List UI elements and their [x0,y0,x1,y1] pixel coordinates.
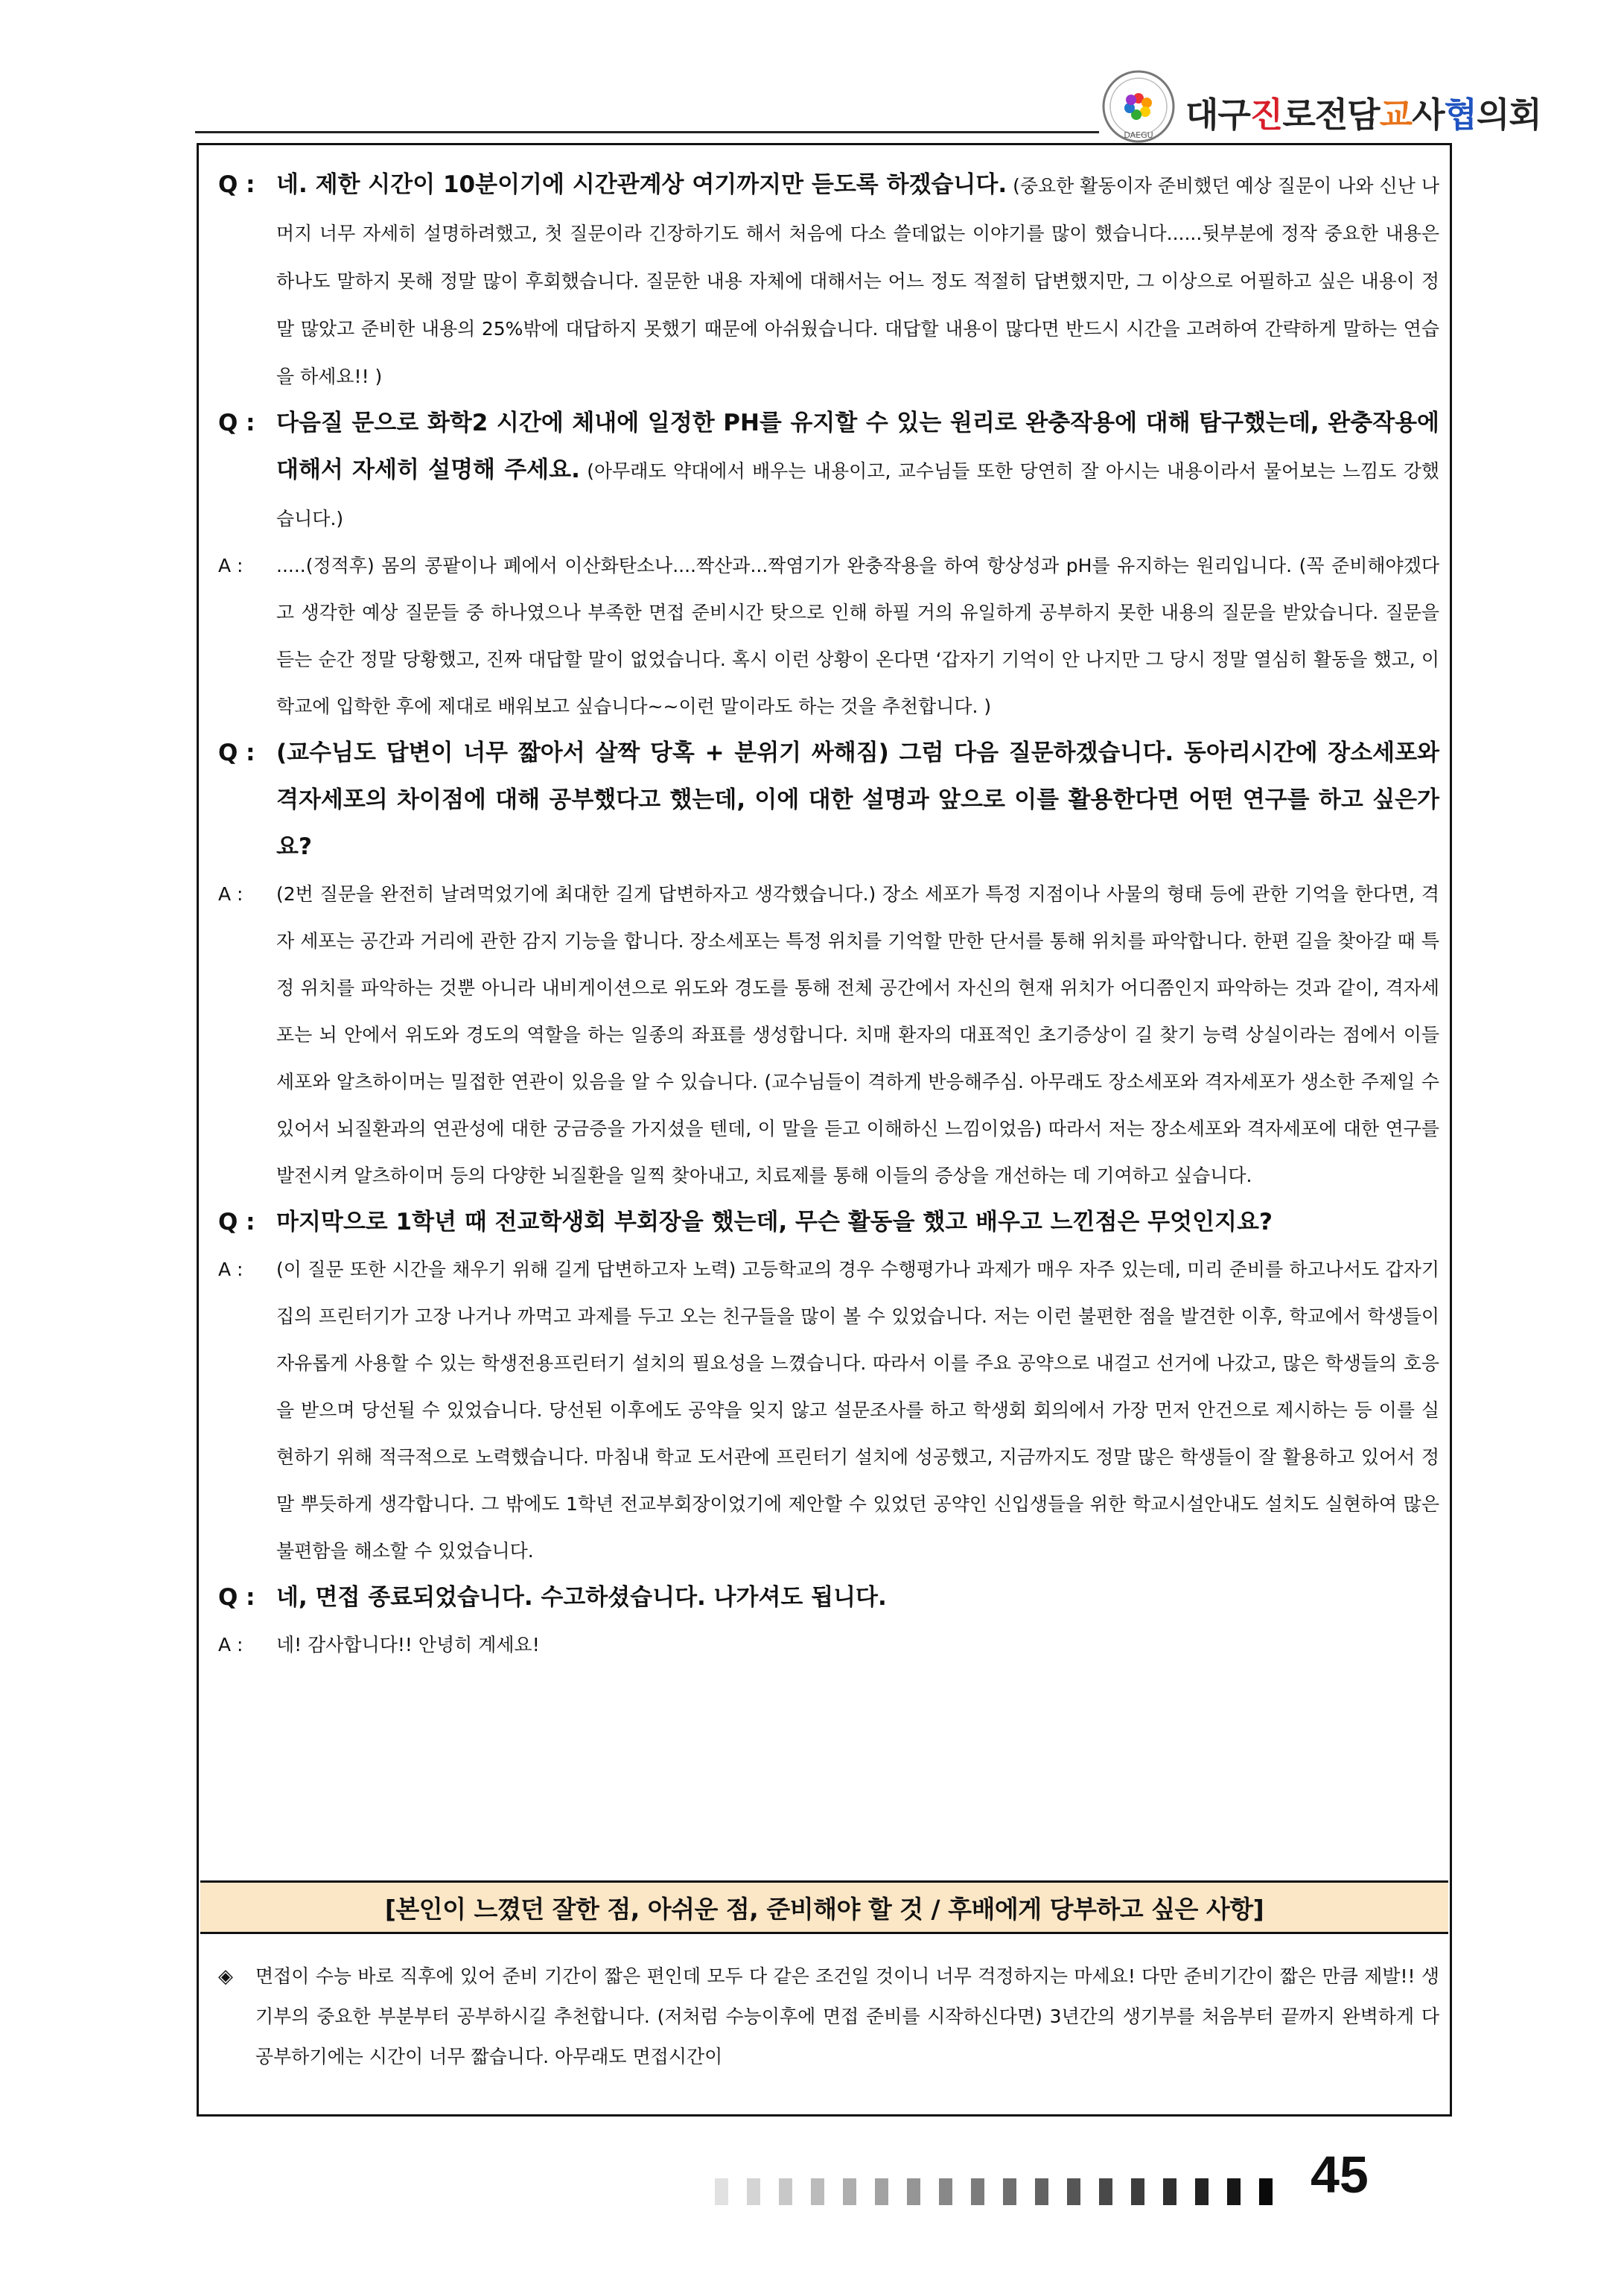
question-label: Q : [218,740,255,766]
footer-square-icon [1035,2178,1048,2205]
header-rule [195,131,1099,133]
question-label: Q : [218,1209,255,1236]
answer-entry [218,542,1439,730]
footer-square-icon [907,2178,920,2205]
question-text: (교수님도 답변이 너무 짧아서 살짝 당혹 + 분위기 싸해짐) 그럼 다음 질문하겠습니다. 동아리시간에 장소세포와 격자세포의 차이점에 대해 공부했다고 했는데, 이에 대한 설명과 앞으로 이를 활용한다면 어떤 연구를 하고 싶은가요? [276,740,1439,860]
association-logo-icon [1101,69,1176,144]
question-text: 네. 제한 시간이 10분이기에 시간관계상 여기까지만 듣도록 하겠습니다. (중요한 활동이자 준비했던 예상 질문이 나와 신난 나머지 너무 자세히 설명하려했고, 첫 질문이라 긴장하기도 해서 처음에 다소 쓸데없는 이야기를 많이 했습니다......뒷부분에 정작 중요한 내용은 하나도 말하지 못해 정말 많이 후회했습니다. 질문한 내용 자체에 대해서는 어느 정도 적절히 답변했지만, 그 이상으로 어필하고 싶은 내용이 정말 많았고 준비한 내용의 25%밖에 대답하지 못했기 때문에 아쉬웠습니다. 대답할 내용이 많다면 반드시 시간을 고려하여 간략하게 말하는 연습을 하세요!! ) [276,171,1439,387]
org-part: 의회 [1476,95,1541,135]
org-part: 로전담 [1282,95,1380,135]
footer-square-icon [1099,2178,1112,2205]
answer-text: 네! 감사합니다!! 안녕히 계세요! [276,1634,540,1656]
question-entry [218,162,1439,400]
org-part: 진 [1249,95,1283,135]
answer-text: (2번 질문을 완전히 날려먹었기에 최대한 길게 답변하자고 생각했습니다.) 장소 세포가 특정 지점이나 사물의 형태 등에 관한 기억을 한다면, 격자 세포는 공간과 거리에 관한 감지 기능을 합니다. 장소세포는 특정 위치를 기억할 만한 단서를 통해 위치를 파악합니다. 한편 길을 찾아갈 때 특정 위치를 파악하는 것뿐 아니라 내비게이션으로 위도와 경도를 통해 전체 공간에서 자신의 현재 위치가 어디쯤인지 파악하는 것과 같이, 격자세포는 뇌 안에서 위도와 경도의 역할을 하는 일종의 좌표를 생성합니다. 치매 환자의 대표적인 초기증상이 길 찾기 능력 상실이라는 점에서 이들 세포와 알츠하이머는 밀접한 연관이 있음을 알 수 있습니다. (교수님들이 격하게 반응해주심. 아무래도 장소세포와 격자세포가 생소한 주제일 수 있어서 뇌질환과의 연관성에 대한 궁금증을 가지셨을 텐데, 이 말을 듣고 이해하신 느낌이었음) 따라서 저는 장소세포와 격자세포에 대한 연구를 발전시켜 알츠하이머 등의 다양한 뇌질환을 일찍 찾아내고, 치료제를 통해 이들의 증상을 개선하는 데 기여하고 싶습니다. [276,883,1439,1186]
section-title: [본인이 느꼈던 잘한 점, 아쉬운 점, 준비해야 할 것 / 후배에게 당부하고 싶은 사항] [384,1894,1264,1924]
question-label: Q : [218,410,255,436]
answer-label: A : [218,1259,243,1280]
logo-text: DAEGU [1124,130,1153,140]
footer-square-icon [939,2178,952,2205]
question-entry [218,1199,1439,1246]
question-note: (아무래도 약대에서 배우는 내용이고, 교수님들 또한 당연히 잘 아시는 내용이라서 물어보는 느낌도 강했습니다.) [276,460,1439,530]
question-label: Q : [218,171,255,198]
qa-list [218,162,1439,1668]
answer-entry [218,871,1439,1199]
answer-label: A : [218,883,243,905]
question-entry [218,1574,1439,1621]
answer-entry [218,1246,1439,1574]
answer-label: A : [218,555,243,576]
footer-square-icon [1195,2178,1209,2205]
advice-paragraph [218,1956,1439,2077]
advice-text: 면접이 수능 바로 직후에 있어 준비 기간이 짧은 편인데 모두 다 같은 조건일 것이니 너무 걱정하지는 마세요! 다만 준비기간이 짧은 만큼 제발!! 생기부의 중요한 부분부터 공부하시길 추천합니다. (저처럼 수능이후에 면접 준비를 시작하신다면) 3년간의 생기부를 처음부터 끝까지 완벽하게 다 공부하기에는 시간이 너무 짧습니다. 아무래도 면접시간이 [255,1965,1439,2067]
org-part: 사 [1412,95,1445,135]
interview-box [197,143,1452,2117]
page-number: 45 [1311,2146,1369,2204]
answer-entry [218,1621,1439,1668]
answer-text: .....(정적후) 몸의 콩팥이나 폐에서 이산화탄소나....짝산과...짝염기가 완충작용을 하여 항상성과 pH를 유지하는 원리입니다. (꼭 준비해야겠다고 생각한 예상 질문들 중 하나였으나 부족한 면접 준비시간 탓으로 인해 하필 거의 유일하게 공부하지 못한 내용의 질문을 받았습니다. 질문을 듣는 순간 정말 당황했고, 진짜 대답할 말이 없었습니다. 혹시 이런 상황이 온다면 ‘갑자기 기억이 안 나지만 그 당시 정말 열심히 활동을 했고, 이 학교에 입학한 후에 제대로 배워보고 싶습니다~~이런 말이라도 하는 것을 추천합니다. ) [276,555,1439,717]
footer-square-icon [715,2178,728,2205]
question-text: 네, 면접 종료되었습니다. 수고하셨습니다. 나가셔도 됩니다. [276,1584,887,1611]
footer-square-icon [811,2178,824,2205]
reflection-section-header [200,1880,1448,1934]
org-part: 교 [1379,95,1413,135]
footer-square-icon [1067,2178,1080,2205]
question-text: 다음질 문으로 화학2 시간에 체내에 일정한 PH를 유지할 수 있는 원리로 완충작용에 대해 탐구했는데, 완충작용에 대해서 자세히 설명해 주세요. (아무래도 약대에서 배우는 내용이고, 교수님들 또한 당연히 잘 아시는 내용이라서 물어보는 느낌도 강했습니다.) [276,410,1439,530]
question-label: Q : [218,1584,255,1611]
footer-square-icon [1131,2178,1144,2205]
org-part: 협 [1444,95,1477,135]
footer-square-icon [779,2178,792,2205]
footer-square-icon [1163,2178,1176,2205]
answer-text: (이 질문 또한 시간을 채우기 위해 길게 답변하고자 노력) 고등학교의 경우 수행평가나 과제가 매우 자주 있는데, 미리 준비를 하고나서도 갑자기 집의 프린터기가 고장 나거나 까먹고 과제를 두고 오는 친구들을 많이 볼 수 있었습니다. 저는 이런 불편한 점을 발견한 이후, 학교에서 학생들이 자유롭게 사용할 수 있는 학생전용프린터기 설치의 필요성을 느꼈습니다. 따라서 이를 주요 공약으로 내걸고 선거에 나갔고, 많은 학생들의 호응을 받으며 당선될 수 있었습니다. 당선된 이후에도 공약을 잊지 않고 설문조사를 하고 학생회 회의에서 가장 먼저 안건으로 제시하는 등 이를 실현하기 위해 적극적으로 노력했습니다. 마침내 학교 도서관에 프린터기 설치에 성공했고, 지금까지도 정말 많은 학생들이 잘 활용하고 있어서 정말 뿌듯하게 생각합니다. 그 밖에도 1학년 전교부회장이었기에 제안할 수 있었던 공약인 신입생들을 위한 학교시설안내도 설치도 실현하여 많은 불편함을 해소할 수 있었습니다. [276,1259,1439,1562]
question-entry [218,730,1439,871]
footer-square-icon [1259,2178,1273,2205]
footer-square-icon [971,2178,984,2205]
question-note: (중요한 활동이자 준비했던 예상 질문이 나와 신난 나머지 너무 자세히 설명하려했고, 첫 질문이라 긴장하기도 해서 처음에 다소 쓸데없는 이야기를 많이 했습니다......뒷부분에 정작 중요한 내용은 하나도 말하지 못해 정말 많이 후회했습니다. 질문한 내용 자체에 대해서는 어느 정도 적절히 답변했지만, 그 이상으로 어필하고 싶은 내용이 정말 많았고 준비한 내용의 25%밖에 대답하지 못했기 때문에 아쉬웠습니다. 대답할 내용이 많다면 반드시 시간을 고려하여 간략하게 말하는 연습을 하세요!! ) [276,175,1439,387]
footer-square-icon [1227,2178,1241,2205]
answer-label: A : [218,1634,243,1656]
footer-square-icon [875,2178,888,2205]
diamond-bullet-icon: ◈ [218,1965,233,1988]
footer-decoration [715,2163,1385,2216]
question-entry [218,400,1439,542]
org-part: 대구 [1185,95,1250,135]
organization-name [1185,88,1541,137]
footer-square-icon [843,2178,856,2205]
footer-square-icon [1003,2178,1016,2205]
question-text: 마지막으로 1학년 때 전교학생회 부회장을 했는데, 무슨 활동을 했고 배우고 느낀점은 무엇인지요? [276,1209,1273,1236]
footer-square-icon [747,2178,760,2205]
